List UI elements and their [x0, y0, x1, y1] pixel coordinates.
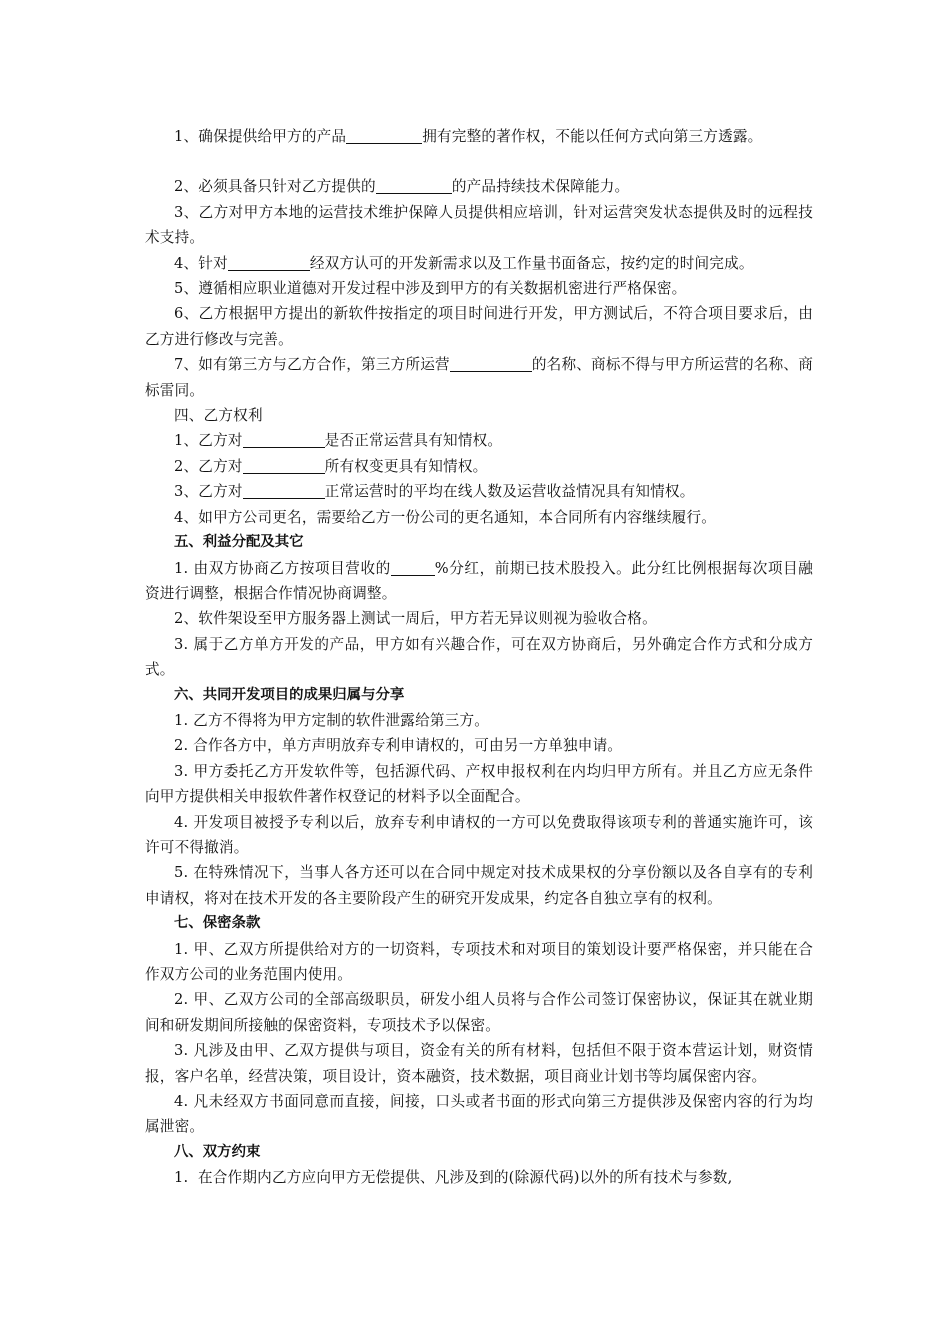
- spacer: [145, 149, 813, 174]
- right-3: [145, 479, 813, 504]
- section-5-title: 五、利益分配及其它: [174, 534, 304, 551]
- right-1: [145, 428, 813, 453]
- profit-1: [145, 556, 813, 607]
- clause-text: 的名称、商标不得与甲方所运营的名称、商标雷同。: [145, 356, 813, 399]
- clause-text: 所有权变更具有知情权。: [324, 457, 488, 475]
- fill-blank: [228, 254, 310, 271]
- clause-1: [145, 124, 813, 149]
- fill-blank: [243, 431, 325, 448]
- ownership-4: 4. 开发项目被授予专利以后，放弃专利申请权的一方可以免费取得该项专利的普通实施许可，该许可不得撤消。: [145, 813, 813, 856]
- clause-2: [145, 174, 813, 199]
- section-8-title: 八、双方约束: [174, 1143, 261, 1160]
- clause-text: 1、乙方对: [174, 432, 243, 450]
- ownership-1: 1. 乙方不得将为甲方定制的软件泄露给第三方。: [174, 711, 490, 729]
- confidentiality-4: 4. 凡未经双方书面同意而直接，间接，口头或者书面的形式向第三方提供涉及保密内容的行为均属泄密。: [145, 1093, 813, 1136]
- fill-blank: [391, 559, 435, 576]
- clause-6: 6、乙方根据甲方提出的新软件按指定的项目时间进行开发，甲方测试后，不符合项目要求后，由乙方进行修改与完善。: [145, 305, 813, 348]
- clause-text: 7、如有第三方与乙方合作，第三方所运营: [174, 356, 450, 374]
- clause-text: 2、必须具备只针对乙方提供的: [174, 178, 376, 196]
- clause-text: 经双方认可的开发新需求以及工作量书面备忘，按约定的时间完成。: [309, 254, 754, 272]
- clause-text: 1. 由双方协商乙方按项目营收的: [174, 559, 391, 577]
- clause-3: 3、乙方对甲方本地的运营技术维护保障人员提供相应培训，针对运营突发状态提供及时的远程技术支持。: [145, 203, 813, 247]
- fill-blank: [243, 457, 325, 474]
- clause-text: 4、针对: [174, 254, 228, 272]
- clause-text: 正常运营时的平均在线人数及运营收益情况具有知情权。: [324, 483, 695, 501]
- fill-blank: [450, 355, 532, 372]
- right-4: 4、如甲方公司更名，需要给乙方一份公司的更名通知，本合同所有内容继续履行。: [174, 508, 717, 526]
- fill-blank: [376, 177, 452, 194]
- clause-text: 是否正常运营具有知情权。: [324, 432, 503, 450]
- ownership-3: 3. 甲方委托乙方开发软件等，包括源代码、产权申报权利在内均归甲方所有。并且乙方应无条件向甲方提供相关申报软件著作权登记的材料予以全面配合。: [145, 762, 813, 806]
- ownership-5: 5. 在特殊情况下，当事人各方还可以在合同中规定对技术成果权的分享份额以及各自享有的专利申请权，将对在技术开发的各主要阶段产生的研究开发成果，约定各自独立享有的权利。: [145, 864, 813, 907]
- section-6-title: 六、共同开发项目的成果归属与分享: [174, 686, 405, 703]
- fill-blank: [346, 127, 422, 144]
- right-2: [145, 454, 813, 479]
- constraint-1: 1. 在合作期内乙方应向甲方无偿提供、凡涉及到的(除源代码)以外的所有技术与参数,: [174, 1169, 733, 1187]
- section-4-title: 四、乙方权利: [174, 407, 263, 425]
- contract-body: [145, 124, 813, 1191]
- clause-text: 拥有完整的著作权，不能以任何方式向第三方透露。: [422, 128, 763, 145]
- section-7-title: 七、保密条款: [174, 915, 261, 932]
- clause-text: 2、乙方对: [174, 457, 243, 475]
- confidentiality-2: 2. 甲、乙双方公司的全部高级职员，研发小组人员将与合作公司签订保密协议，保证其在就业期间和研发期间所接触的保密资料，专项技术予以保密。: [145, 991, 813, 1034]
- clause-7: [145, 352, 813, 403]
- ownership-2: 2. 合作各方中，单方声明放弃专利申请权的，可由另一方单独申请。: [174, 737, 623, 755]
- confidentiality-1: 1. 甲、乙双方所提供给对方的一切资料，专项技术和对项目的策划设计要严格保密，并只能在合作双方公司的业务范围内使用。: [145, 940, 813, 983]
- profit-2: 2、软件架设至甲方服务器上测试一周后，甲方若无异议则视为验收合格。: [174, 610, 657, 628]
- clause-5: 5、遵循相应职业道德对开发过程中涉及到甲方的有关数据机密进行严格保密。: [174, 280, 687, 298]
- clause-4: [145, 251, 813, 276]
- fill-blank: [243, 482, 325, 499]
- clause-text: 1、确保提供给甲方的产品: [174, 128, 347, 145]
- clause-text: 3、乙方对: [174, 483, 243, 501]
- clause-text: %分红，前期已技术股投入。此分红比例根据每次项目融资进行调整，根据合作情况协商调整。: [145, 559, 814, 602]
- profit-3: 3. 属于乙方单方开发的产品，甲方如有兴趣合作，可在双方协商后，另外确定合作方式和分成方式。: [145, 635, 813, 679]
- clause-text: 的产品持续技术保障能力。: [451, 178, 630, 196]
- confidentiality-3: 3. 凡涉及由甲、乙双方提供与项目，资金有关的所有材料，包括但不限于资本营运计划，财资情报，客户名单，经营决策，项目设计，资本融资，技术数据，项目商业计划书等均属保密内容。: [145, 1042, 813, 1085]
